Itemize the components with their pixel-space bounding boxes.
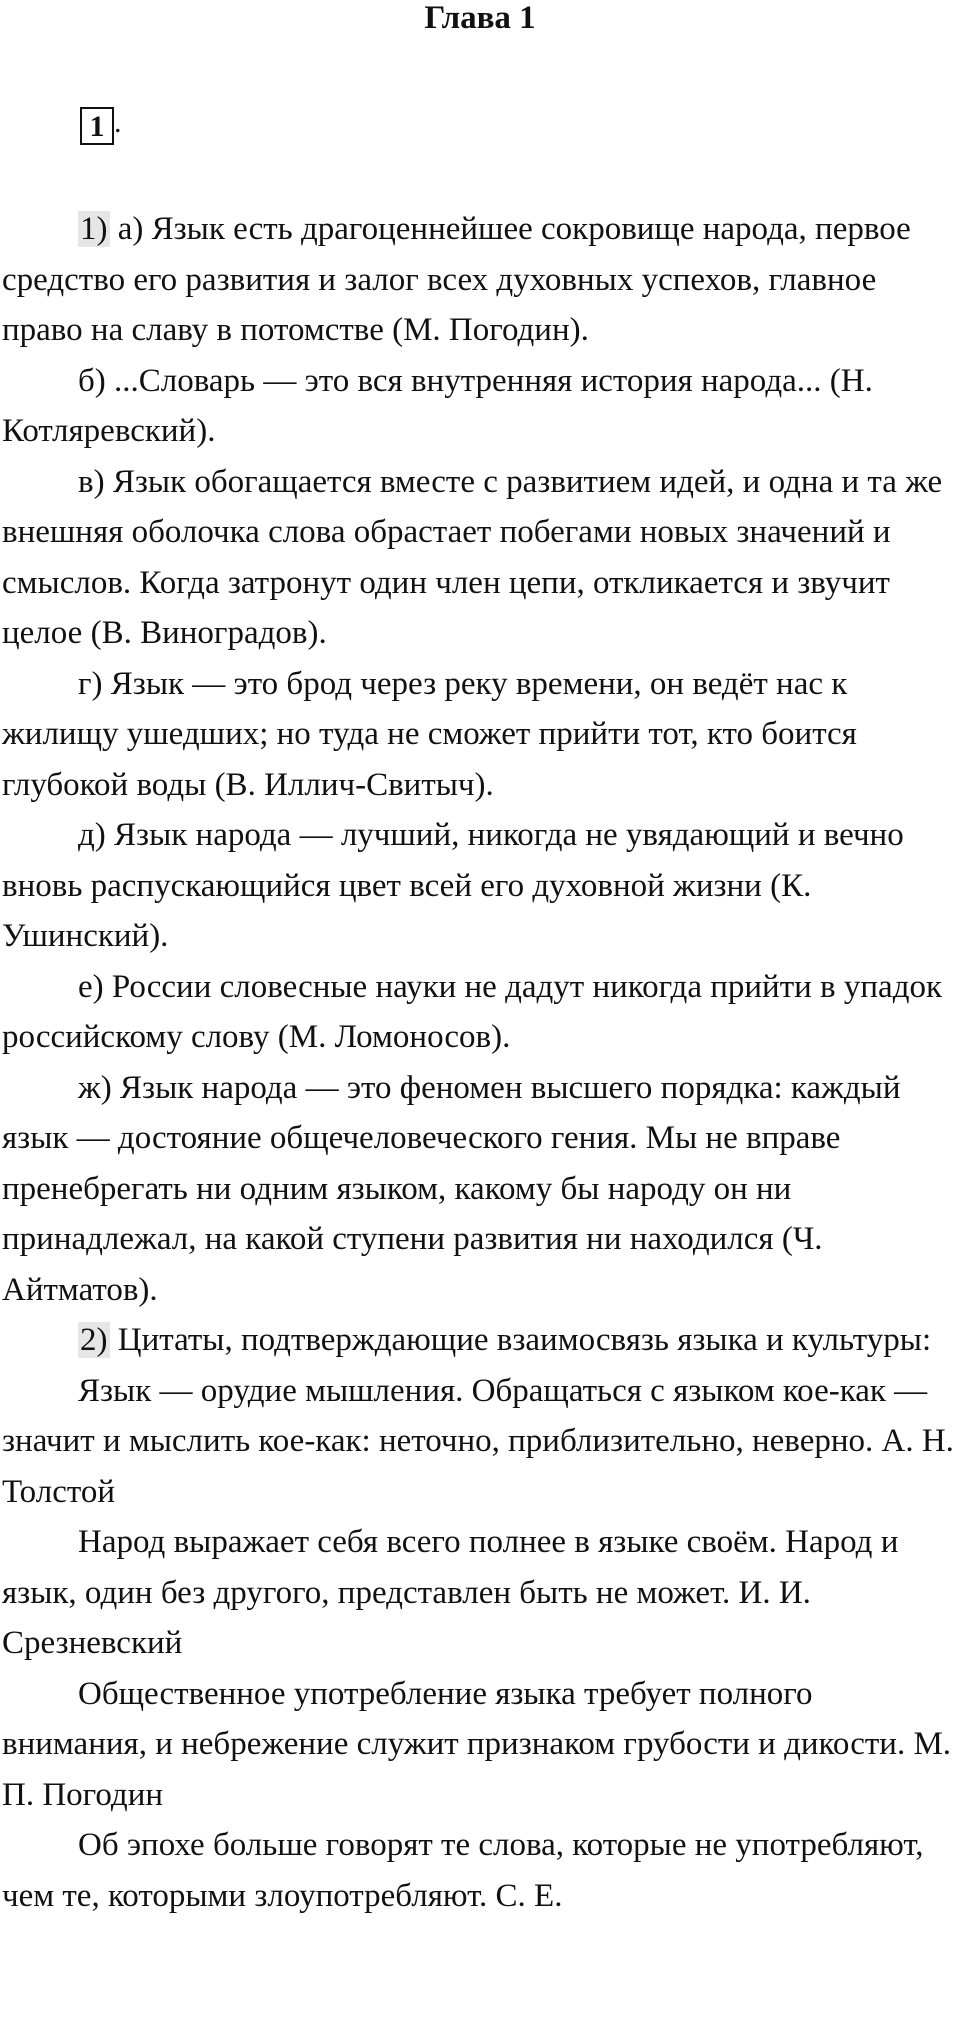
chapter-title: Глава 1 [424, 0, 536, 36]
part1-item-e: д) Язык народа — лучший, никогда не увядающий и вечно вновь распускающийся цвет всей его духовной жизни (К. Ушинский). [2, 817, 904, 954]
part2-number: 2) [80, 1322, 108, 1358]
part1-item-a [2, 204, 957, 356]
part1-number: 1) [80, 211, 108, 247]
part2-intro-text: Цитаты, подтверждающие взаимосвязь языка и культуры: [117, 1322, 932, 1358]
task-number-box: 1 [80, 107, 114, 145]
part1-item-b: б) ...Словарь — это вся внутренняя история народа... (Н. Котляревский). [2, 362, 873, 449]
part1-item-f: е) России словесные науки не дадут никогда прийти в упадок российскому слову (М. Ломоносов). [2, 968, 943, 1055]
part1-item-d: г) Язык — это брод через реку времени, он ведёт нас к жилищу ушедших; но туда не сможет прийти тот, кто боится глубокой воды (В. Иллич-Свитыч). [2, 665, 857, 803]
part1-item-c: в) Язык обогащается вместе с развитием идей, и одна и та же внешняя оболочка слова обрастает побегами новых значений и смыслов. Когда затронут один член цепи, откликается и звучит целое (В. Виноградов). [2, 463, 943, 651]
part2-quote-3: Общественное употребление языка требует полного внимания, и небрежение служит признаком грубости и дикости. М. П. Погодин [2, 1675, 952, 1813]
task-number-dot: . [114, 106, 122, 139]
part2-quote-1: Язык — орудие мышления. Обращаться с языком кое-как — значит и мыслить кое-как: неточно, приблизительно, неверно. А. Н. Толстой [2, 1372, 954, 1510]
answer-text [2, 204, 957, 1921]
part1-item-a-text: а) Язык есть драгоценнейшее сокровище народа, первое средство его развития и залог всех духовных успехов, главное право на славу в потомстве (М. Погодин). [2, 211, 911, 348]
part2-quote-2: Народ выражает себя всего полнее в языке своём. Народ и язык, один без другого, представлен быть не может. И. И. Срезневский [2, 1524, 899, 1661]
part2-intro [2, 1315, 957, 1366]
part2-quote-4: Об эпохе больше говорят те слова, которые не употребляют, чем те, которыми злоупотребляют. С. Е. [2, 1827, 924, 1914]
part1-item-g: ж) Язык народа — это феномен высшего порядка: каждый язык — достояние общечеловеческого гения. Мы не вправе пренебрегать ни одним языком, какому бы народу он ни принадлежал, на какой ступени развития ни находился (Ч. Айтматов). [2, 1069, 901, 1308]
